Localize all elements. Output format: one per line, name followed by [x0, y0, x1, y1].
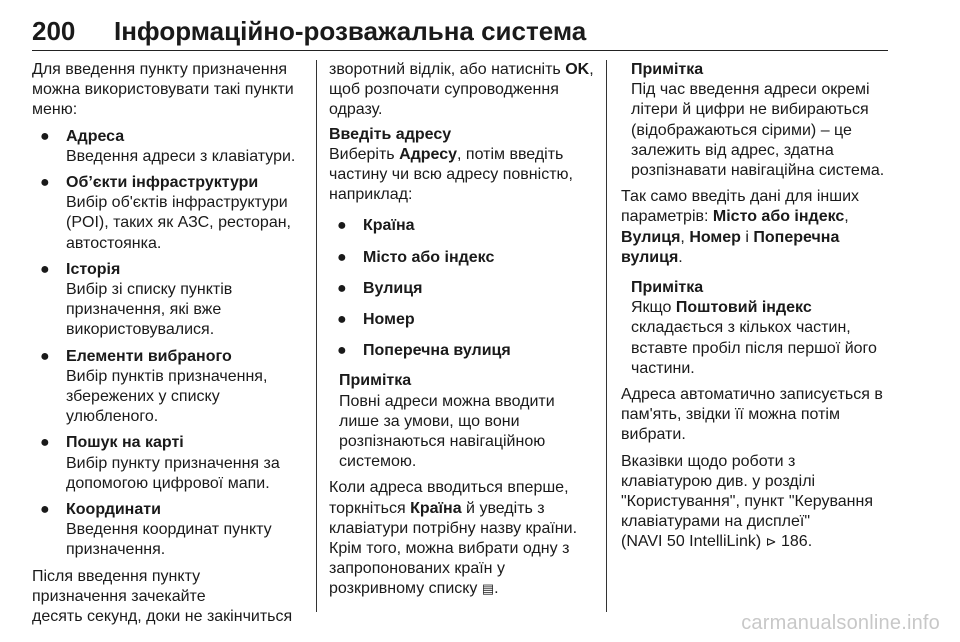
text: і	[740, 228, 754, 246]
column-right	[621, 60, 896, 553]
outro-paragraph: Після введення пункту призначення зачекайте десять секунд, доки не закінчиться	[32, 567, 293, 626]
body-paragraph	[329, 145, 601, 206]
list-item	[329, 279, 601, 299]
intro-paragraph: Для введення пункту призначення можна використовувати такі пункти меню:	[32, 61, 294, 119]
list-icon: ▤	[481, 581, 495, 597]
note-body	[631, 298, 896, 379]
item-label: Вулиця	[363, 279, 423, 297]
page-header	[32, 16, 888, 50]
list-item	[32, 347, 310, 428]
list-item	[329, 216, 601, 236]
item-label: Історія	[66, 260, 121, 278]
section-heading: Введіть адресу	[329, 125, 452, 143]
country-label: Країна	[410, 499, 462, 517]
note-title: Примітка	[631, 61, 704, 78]
item-label: Номер	[363, 311, 415, 329]
item-description: Вибір зі списку пунктів призначення, які вже використовувалися.	[66, 281, 233, 339]
note-block	[621, 278, 896, 379]
header-divider	[32, 50, 888, 51]
item-label: Країна	[363, 217, 415, 235]
bullet-icon: ●	[337, 342, 347, 360]
list-item	[32, 433, 310, 494]
list-item	[329, 341, 601, 361]
text: .	[494, 580, 499, 598]
list-item	[329, 248, 601, 268]
text: Так само введіть дані для інших параметрів:	[621, 188, 860, 226]
list-item	[329, 310, 601, 330]
bold-term: Номер	[689, 228, 741, 246]
bullet-icon: ●	[40, 347, 50, 365]
item-description: Вибір об'єктів інфраструктури (POI), таких як АЗС, ресторан, автостоянка.	[66, 194, 291, 252]
bullet-icon: ●	[40, 501, 50, 519]
bullet-icon: ●	[337, 279, 347, 297]
item-label: Об’єкти інфраструктури	[66, 174, 259, 192]
column-middle	[329, 60, 601, 600]
watermark: carmanualsonline.info	[741, 612, 940, 634]
text: Вказівки щодо роботи з клавіатурою див. у розділі "Користування", пункт "Керування клавіатурами на дисплеї" (NAVI 50 IntelliLink)	[621, 452, 873, 551]
list-item	[32, 260, 310, 341]
list-item	[32, 500, 310, 561]
text: ,	[844, 208, 849, 226]
text: й уведіть з клавіатури потрібну назву країни. Крім того, можна вибрати одну з запропонованих країн у розкривному списку	[329, 499, 578, 598]
text: Якщо	[631, 299, 676, 317]
bullet-icon: ●	[337, 217, 347, 235]
body-paragraph	[329, 478, 601, 599]
text: , щоб розпочати супроводження одразу.	[329, 61, 594, 119]
item-description: Вибір пунктів призначення, збережених у списку улюбленого.	[66, 367, 268, 426]
note-block	[621, 60, 896, 181]
body-paragraph: Адреса автоматично записується в пам'ять, звідки її можна потім вибрати.	[621, 386, 883, 444]
text: .	[678, 248, 683, 266]
item-label: Елементи вибраного	[66, 347, 232, 365]
note-title: Примітка	[631, 279, 704, 297]
text: ,	[680, 228, 690, 246]
list-item	[32, 127, 310, 167]
column-left	[32, 60, 310, 627]
column-divider	[316, 60, 317, 612]
bullet-icon: ●	[40, 434, 50, 452]
item-label: Адреса	[66, 127, 125, 145]
bullet-icon: ●	[40, 174, 50, 192]
text: зворотний відлік, або натисніть	[329, 61, 566, 78]
item-description: Введення координат пункту призначення.	[66, 521, 272, 559]
page-title: Інформаційно-розважальна система	[114, 16, 587, 46]
ok-key-label: OK	[565, 61, 590, 78]
item-label: Пошук на карті	[66, 434, 184, 452]
note-body: Повні адреси можна вводити лише за умови, що вони розпізнаються навігаційною системою.	[339, 392, 555, 471]
continuation-paragraph	[329, 60, 601, 121]
bullet-icon: ●	[40, 260, 50, 278]
text: складається з кількох частин, вставте пробіл після першої його частини.	[631, 319, 877, 377]
note-title: Примітка	[339, 372, 412, 390]
bullet-icon: ●	[40, 127, 50, 145]
body-paragraph	[621, 452, 896, 553]
page-reference-icon: ⊳	[765, 534, 777, 550]
bullet-icon: ●	[337, 311, 347, 329]
bullet-icon: ●	[337, 248, 347, 266]
item-description: Вибір пункту призначення за допомогою цифрової мапи.	[66, 454, 280, 492]
column-divider	[606, 60, 607, 612]
list-item	[32, 173, 310, 254]
item-label: Координати	[66, 501, 161, 519]
body-paragraph	[621, 187, 896, 268]
bold-term: Поперечна вулиця	[621, 228, 840, 266]
item-description: Введення адреси з клавіатури.	[66, 147, 296, 165]
text: Виберіть	[329, 145, 400, 163]
bold-term: Місто або індекс	[712, 208, 845, 226]
item-label: Поперечна вулиця	[363, 342, 511, 360]
note-block	[329, 371, 601, 472]
text: Коли адреса вводиться вперше, торкніться	[329, 479, 569, 517]
address-label: Адресу	[399, 145, 458, 163]
bold-term: Вулиця	[621, 228, 681, 246]
bold-term: Поштовий індекс	[675, 299, 812, 317]
note-body: Під час введення адреси окремі літери й цифри не вибираються (відображаються сірими) – це залежить від адрес, здатна розпізнавати навігаційна система.	[631, 81, 885, 180]
page-number: 200	[32, 16, 76, 46]
page-reference[interactable]: 186.	[776, 533, 813, 551]
text: , потім введіть частину чи всю адресу повністю, наприклад:	[329, 145, 573, 204]
item-label: Місто або індекс	[363, 248, 495, 266]
